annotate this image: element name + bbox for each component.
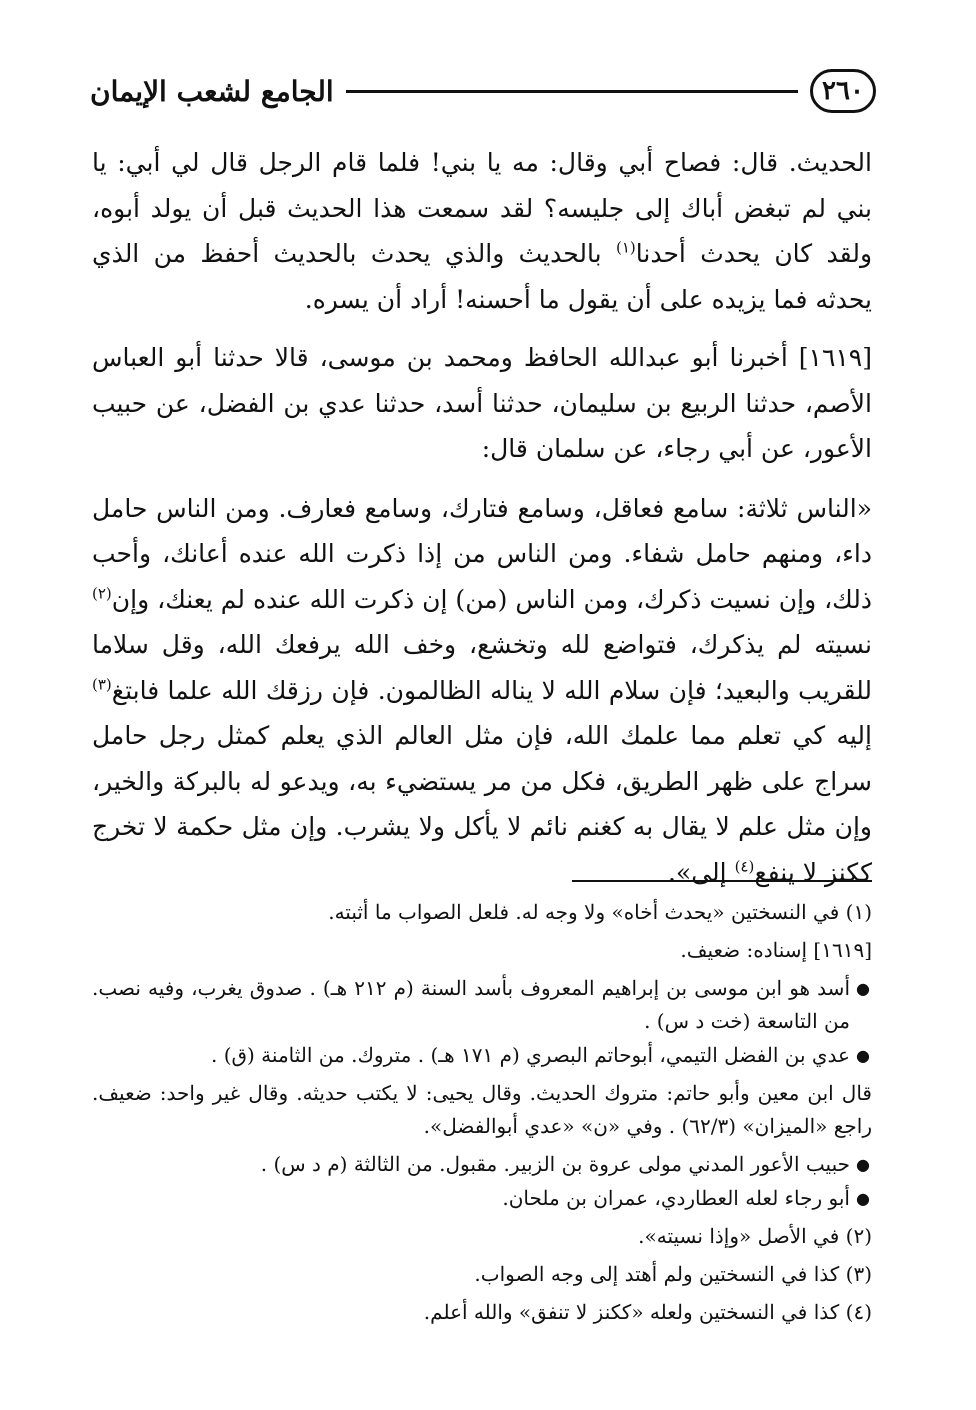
paragraph-3 [92,486,872,896]
footnote-4: (٤) كذا في النسختين ولعله «ككنز لا تنفق» والله أعلم. [423,1300,872,1324]
footnotes [92,896,872,1334]
narrator-text: أسد هو ابن موسى بن إبراهيم المعروف بأسد السنة (م ٢١٢ هـ) . صدوق يغرب، وفيه نصب. من التاسعة (خت د س) . [92,976,850,1033]
isnad-note: [١٦١٩] إسناده: ضعيف. [680,938,872,962]
footnote-ref-3: (٣) [92,675,112,694]
main-text [92,140,872,908]
p3-text-b: نسيته لم يذكرك، فتواضع لله وتخشع، وخف الله يرفعك الله، وقل سلاما للقريب والبعيد؛ فإن سلام الله لا يناله الظالمون. فإن رزقك الله علما فابتغ [92,630,872,705]
narrator-list [92,972,872,1072]
p1-text-b: بالحديث والذي يحدث بالحديث أحفظ من الذي يحدثه فما يزيده على أن يقول ما أحسنه! أراد أن يسره. [92,239,872,314]
paragraph-2: [١٦١٩] أخبرنا أبو عبدالله الحافظ ومحمد بن موسى، قالا حدثنا أبو العباس الأصم، حدثنا الربيع بن سليمان، حدثنا أسد، حدثنا عدي بن الفضل، عن حبيب الأعور، عن أبي رجاء، عن سلمان قال: [92,343,872,463]
narrator-item [92,972,872,1038]
book-title: الجامع لشعب الإيمان [90,74,334,108]
bullet-icon: ● [856,979,870,998]
footnote-ref-4: (٤) [734,857,755,876]
page-number: ٢٦٠ [810,69,876,113]
narrator-text: أبو رجاء لعله العطاردي، عمران بن ملحان. [502,1186,850,1210]
bullet-icon: ● [856,1189,870,1208]
footnote-ref-1: (١) [615,238,636,257]
narrator-list-2 [92,1148,872,1215]
narrator-text: عدي بن الفضل التيمي، أبوحاتم البصري (م ١٧١ هـ) . متروك. من الثامنة (ق) . [210,1043,850,1067]
bullet-icon: ● [856,1046,870,1065]
footnote-2: (٢) في الأصل «وإذا نسيته». [638,1224,872,1248]
narrator-text: حبيب الأعور المدني مولى عروة بن الزبير. مقبول. من الثالثة (م د س) . [260,1152,850,1176]
bullet-icon: ● [856,1155,870,1174]
footnote-separator [572,880,872,882]
p3-text-d: إلى». [667,857,735,887]
narrator-commentary: قال ابن معين وأبو حاتم: متروك الحديث. وقال يحيى: لا يكتب حديثه. وقال غير واحد: ضعيف. راجع «الميزان» (٦٢/٣) . وفي «ن» «عدي أبوالفضل». [92,1081,872,1138]
p3-text-a: «الناس ثلاثة: سامع فعاقل، وسامع فتارك، وسامع فعارف. ومن الناس حامل داء، ومنهم حامل شفاء. ومن الناس من إذا ذكرت الله عنده أعانك، وأحب ذلك، وإن نسيت ذكرك، ومن الناس (من) إن ذكرت الله عنده لم يعنك، وإن [92,493,872,614]
page-header [90,66,876,116]
paragraph-1 [92,140,872,322]
narrator-item [92,1148,872,1181]
footnote-3: (٣) كذا في النسختين ولم أهتد إلى وجه الصواب. [474,1262,872,1286]
footnote-ref-2: (٢) [92,584,112,603]
narrator-item [92,1182,872,1215]
p3-text-c: إليه كي تعلم مما علمك الله، فإن مثل العالم الذي يعلم كمثل رجل حامل سراج على ظهر الطريق، فكل من مر يستضيء به، ويدعو له بالبركة والخير، وإن مثل علم لا يقال به كغنم نائم لا يأكل ولا يشرب. وإن مثل حكمة لا تخرج ككنز لا ينفع [92,721,872,887]
footnote-1: (١) في النسختين «يحدث أخاه» ولا وجه له. فلعل الصواب ما أثبته. [328,900,872,924]
header-rule [346,90,798,93]
p1-text-a: الحديث. قال: فصاح أبي وقال: مه يا بني! فلما قام الرجل قال لي أبي: يا بني لم تبغض أباك إلى جليسه؟ لقد سمعت هذا الحديث قبل أن يولد أبوه، ولقد كان يحدث أحدنا [92,148,873,268]
narrator-item [92,1039,872,1072]
